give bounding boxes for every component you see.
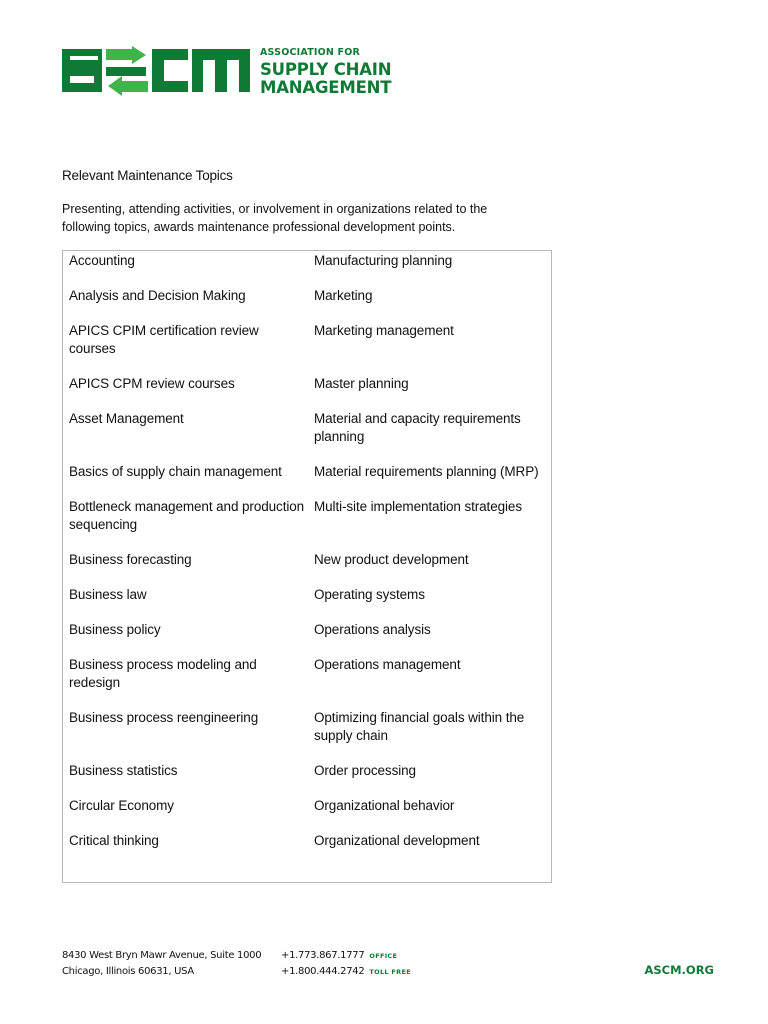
topic-cell-right: Manufacturing planning [314, 253, 453, 268]
intro-paragraph: Presenting, attending activities, or involvement in organizations related to the following topics, awards maintenance professional development points. [62, 202, 488, 234]
ascm-logo-mark [62, 46, 252, 96]
logo-line-management: MANAGEMENT [260, 78, 392, 97]
table-row [63, 410, 551, 463]
topic-cell-right: Material requirements planning (MRP) [314, 464, 539, 479]
table-row [63, 709, 551, 762]
ascm-logo [62, 46, 392, 96]
topic-cell-left: Critical thinking [69, 833, 159, 848]
topic-cell-right: Operations management [314, 657, 461, 672]
phone-tollfree-label: TOLL FREE [369, 968, 411, 976]
table-row [63, 498, 551, 551]
topic-cell-right: Operating systems [314, 587, 425, 602]
table-row [63, 551, 551, 586]
topic-cell-left: Circular Economy [69, 798, 174, 813]
table-row [63, 797, 551, 832]
topic-cell-left: Accounting [69, 253, 135, 268]
address-line-2: Chicago, Illinois 60631, USA [62, 966, 194, 977]
topics-table [63, 251, 551, 867]
page-title: Relevant Maintenance Topics [62, 168, 233, 183]
logo-line-supply-chain: SUPPLY CHAIN [260, 59, 392, 79]
topic-cell-left: Business policy [69, 622, 161, 637]
topic-cell-right: Organizational development [314, 833, 480, 848]
topic-cell-left: Bottleneck management and production sequencing [69, 499, 305, 532]
website-link[interactable]: ASCM.ORG [644, 963, 714, 977]
table-row [63, 762, 551, 797]
topic-cell-left: Analysis and Decision Making [69, 288, 246, 303]
topic-cell-left: Basics of supply chain management [69, 464, 282, 479]
topic-cell-left: Asset Management [69, 411, 184, 426]
table-row [63, 621, 551, 656]
topic-cell-right: Marketing management [314, 323, 454, 338]
topic-cell-right: Order processing [314, 763, 416, 778]
address-line-1: 8430 West Bryn Mawr Avenue, Suite 1000 [62, 950, 262, 961]
ascm-wordmark [260, 48, 391, 97]
phone-tollfree-row [281, 964, 411, 980]
topic-cell-right: Material and capacity requirements planning [314, 411, 521, 444]
table-row [63, 586, 551, 621]
topic-cell-left: APICS CPM review courses [69, 376, 235, 391]
table-row [63, 322, 551, 375]
topic-cell-left: Business forecasting [69, 552, 192, 567]
phone-tollfree-number: +1.800.444.2742 [281, 966, 365, 977]
topic-cell-right: New product development [314, 552, 469, 567]
phone-office-number: +1.773.867.1777 [281, 950, 365, 961]
topic-cell-right: Master planning [314, 376, 409, 391]
logo-line-association-for: ASSOCIATION FOR [260, 47, 361, 58]
topic-cell-left: Business statistics [69, 763, 178, 778]
table-row [63, 287, 551, 322]
table-row [63, 463, 551, 498]
topic-cell-left: APICS CPIM certification review courses [69, 323, 259, 356]
topics-table-body [63, 251, 551, 867]
table-row [63, 832, 551, 867]
footer-phones [281, 948, 411, 980]
topic-cell-right: Organizational behavior [314, 798, 455, 813]
table-row [63, 251, 551, 287]
topic-cell-left: Business process modeling and redesign [69, 657, 257, 690]
topic-cell-left: Business process reengineering [69, 710, 259, 725]
topic-cell-right: Optimizing financial goals within the supply chain [314, 710, 525, 743]
topic-cell-right: Marketing [314, 288, 373, 303]
footer-address [62, 948, 261, 980]
topic-cell-right: Multi-site implementation strategies [314, 499, 522, 514]
table-row [63, 375, 551, 410]
table-row [63, 656, 551, 709]
topic-cell-left: Business law [69, 587, 147, 602]
topic-cell-right: Operations analysis [314, 622, 431, 637]
phone-office-label: OFFICE [369, 952, 398, 960]
phone-office-row [281, 948, 411, 964]
topics-table-box [62, 250, 552, 883]
